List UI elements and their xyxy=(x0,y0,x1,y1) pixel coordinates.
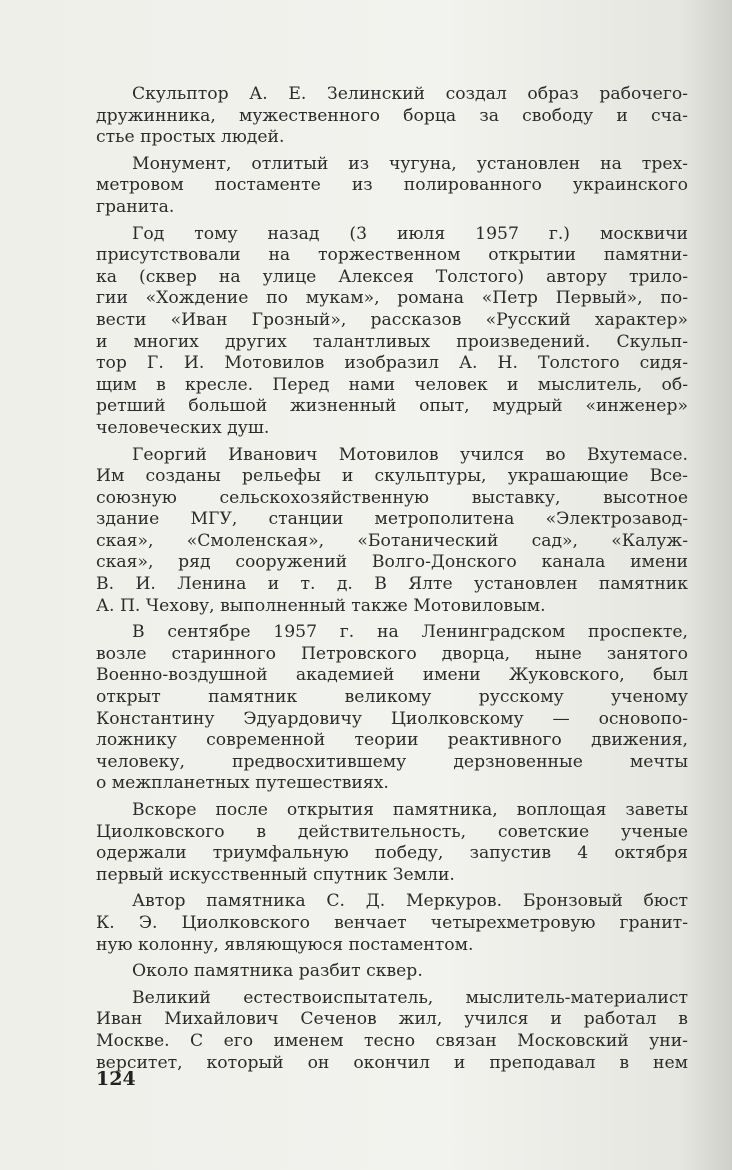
text-line: Иван Михайлович Сеченов жил, учился и работал в xyxy=(96,1009,688,1030)
paragraph xyxy=(96,224,688,440)
text-line: В. И. Ленина и т. д. В Ялте установлен памятник xyxy=(96,574,688,595)
text-line: гранита. xyxy=(96,196,175,217)
text-line: одержали триумфальную победу, запустив 4 октября xyxy=(96,843,688,864)
text-line: стье простых людей. xyxy=(96,127,285,148)
text-line: Великий естествоиспытатель, мыслитель-материалист xyxy=(132,987,688,1008)
paragraph xyxy=(96,154,688,219)
text-line: союзную сельскохозяйственную выставку, высотное xyxy=(96,487,688,508)
text-line: Около памятника разбит сквер. xyxy=(132,961,423,982)
text-line: и многих других талантливых произведений. Скульп- xyxy=(96,331,688,352)
text-line: Автор памятника С. Д. Меркуров. Бронзовый бюст xyxy=(132,891,688,912)
text-line: Военно-воздушной академией имени Жуковского, был xyxy=(96,665,688,686)
text-line: К. Э. Циолковского венчает четырехметровую гранит- xyxy=(96,912,688,933)
text-line: щим в кресле. Перед нами человек и мыслитель, об- xyxy=(96,374,688,395)
text-line: верситет, который он окончил и преподавал в нем xyxy=(96,1052,688,1073)
text-line: Год тому назад (3 июля 1957 г.) москвичи xyxy=(132,223,688,244)
text-line: Георгий Иванович Мотовилов учился во Вхутемасе. xyxy=(132,444,688,465)
text-line: Вскоре после открытия памятника, воплощая заветы xyxy=(132,800,688,820)
text-line: вести «Иван Грозный», рассказов «Русский характер» xyxy=(96,309,688,330)
text-line: о межпланетных путешествиях. xyxy=(96,773,389,794)
text-line: первый искусственный спутник Земли. xyxy=(96,864,455,885)
text-line: Скульптор А. Е. Зелинский создал образ рабочего- xyxy=(132,84,688,104)
text-line: В сентябре 1957 г. на Ленинградском проспекте, xyxy=(132,622,688,643)
text-line: ретший большой жизненный опыт, мудрый «инженер» xyxy=(96,396,688,417)
text-line: А. П. Чехову, выполненный также Мотовиловым. xyxy=(96,595,546,616)
text-line: гии «Хождение по мукам», романа «Петр Первый», по- xyxy=(96,288,688,309)
text-line: тор Г. И. Мотовилов изобразил А. Н. Толстого сидя- xyxy=(96,353,688,374)
text-line: ка (сквер на улице Алексея Толстого) автору трило- xyxy=(96,266,688,287)
text-line: ную колонну, являющуюся постаментом. xyxy=(96,934,474,955)
text-line: Константину Эдуардовичу Циолковскому — основопо- xyxy=(96,708,688,729)
text-line: Монумент, отлитый из чугуна, установлен на трех- xyxy=(132,153,688,174)
text-line: присутствовали на торжественном открытии памятни- xyxy=(96,245,688,266)
text-line: возле старинного Петровского дворца, ныне занятого xyxy=(96,643,688,664)
text-line: Москве. С его именем тесно связан Московский уни- xyxy=(96,1030,688,1051)
paragraph xyxy=(96,84,688,149)
text-line: человеку, предвосхитившему дерзновенные мечты xyxy=(96,751,688,772)
text-line: дружинника, мужественного борца за свободу и сча- xyxy=(96,105,688,126)
page-number: 124 xyxy=(96,1068,136,1090)
paragraph xyxy=(96,891,688,956)
text-line: Циолковского в действительность, советские ученые xyxy=(96,821,688,842)
paragraph xyxy=(96,445,688,618)
text-line: здание МГУ, станции метрополитена «Электрозавод- xyxy=(96,509,688,530)
text-line: ская», ряд сооружений Волго-Донского канала имени xyxy=(96,552,688,573)
text-line: открыт памятник великому русскому ученому xyxy=(96,687,688,708)
paragraph xyxy=(96,800,688,886)
text-line: человеческих душ. xyxy=(96,417,270,438)
text-line: метровом постаменте из полированного украинского xyxy=(96,175,688,196)
paragraph xyxy=(96,961,688,983)
text-line: Им созданы рельефы и скульптуры, украшающие Все- xyxy=(96,466,688,487)
paragraph xyxy=(96,622,688,795)
paragraph xyxy=(96,988,688,1074)
text-line: ложнику современной теории реактивного движения, xyxy=(96,730,688,751)
text-line: ская», «Смоленская», «Ботанический сад», «Калуж- xyxy=(96,530,688,551)
body-text xyxy=(96,84,688,1079)
